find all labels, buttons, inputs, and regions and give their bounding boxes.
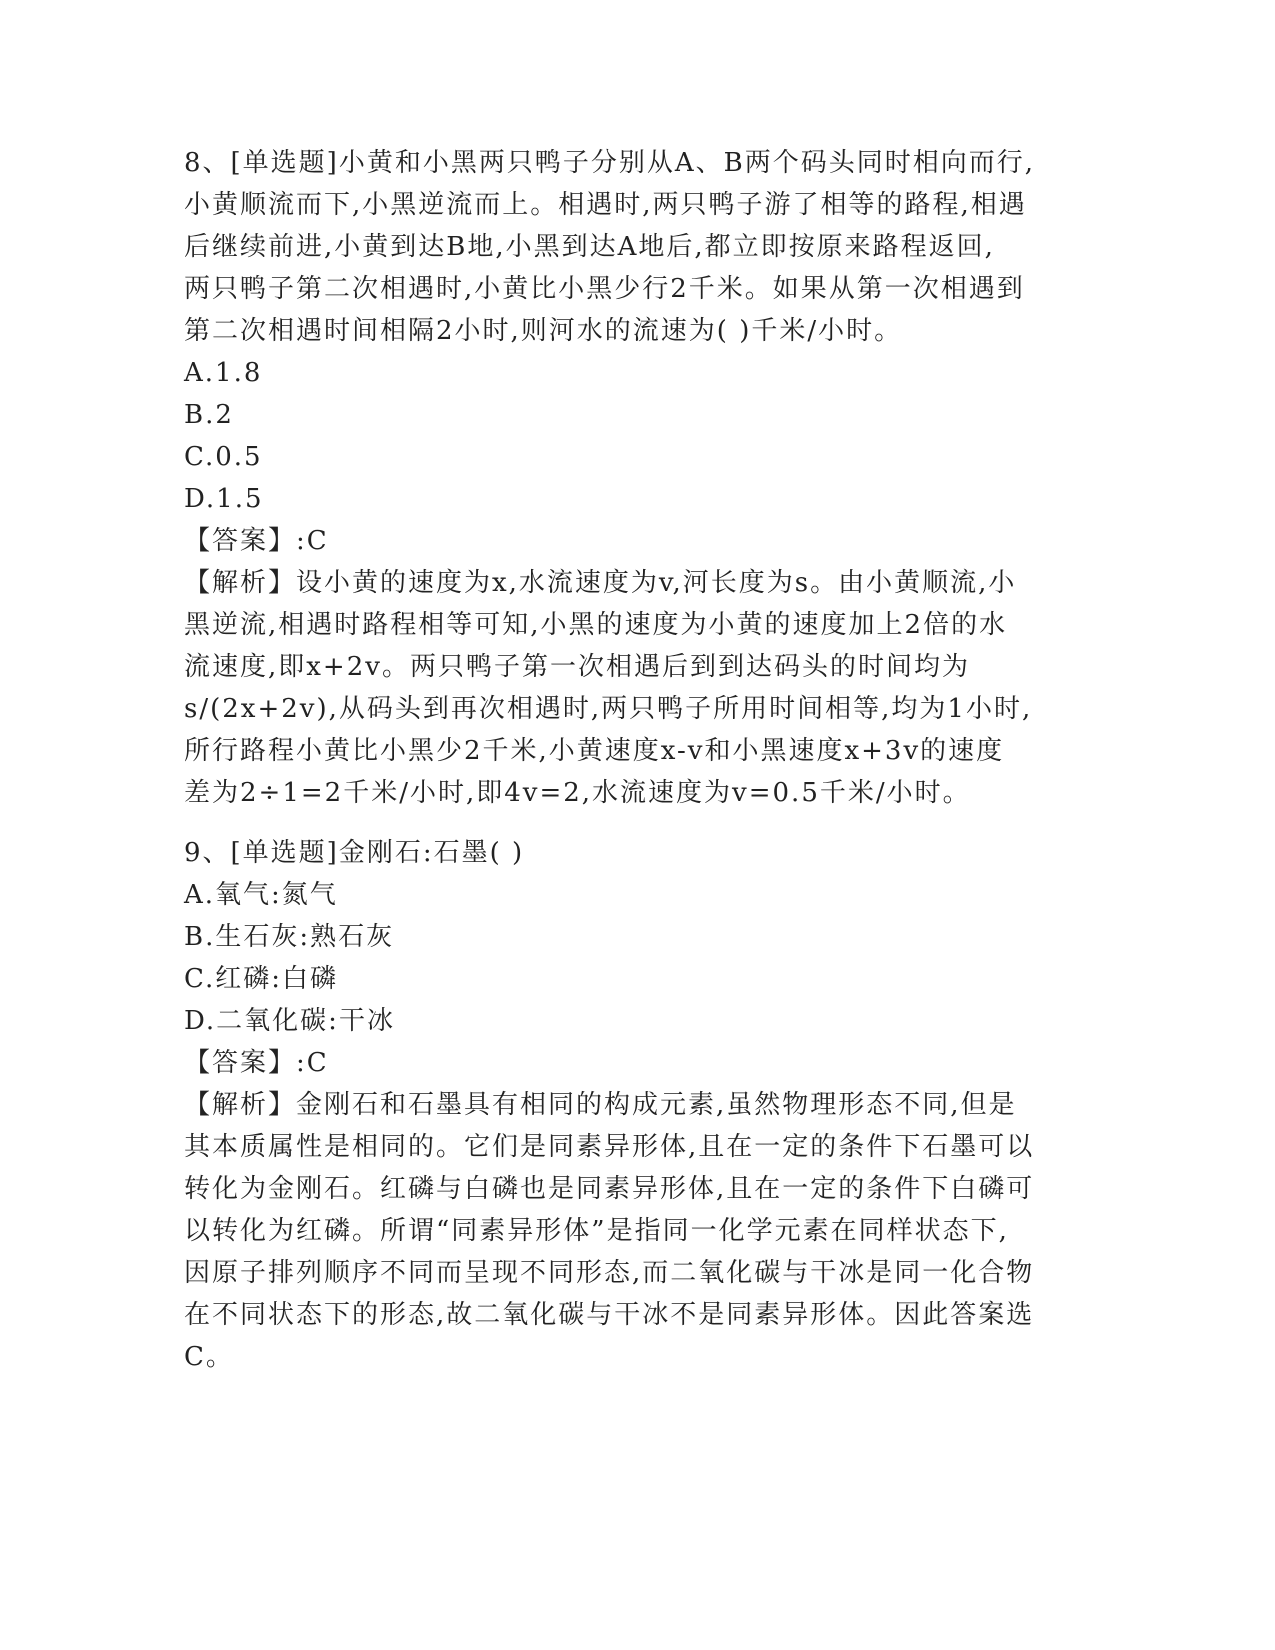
- question-8-stem-line-5: 第二次相遇时间相隔2小时,则河水的流速为( )千米/小时。: [184, 316, 903, 346]
- question-9-analysis-line-2: 其本质属性是相同的。它们是同素异形体,且在一定的条件下石墨可以: [184, 1132, 1035, 1162]
- question-9-analysis-line-7: C。: [184, 1342, 234, 1372]
- question-8-stem-line-3: 后继续前进,小黄到达B地,小黑到达A地后,都立即按原来路程返回,: [184, 232, 995, 262]
- question-8-stem-line-2: 小黄顺流而下,小黑逆流而上。相遇时,两只鸭子游了相等的路程,相遇: [184, 190, 1027, 220]
- question-8-analysis-line-2: 黑逆流,相遇时路程相等可知,小黑的速度为小黄的速度加上2倍的水: [184, 610, 1008, 640]
- question-9-analysis-line-5: 因原子排列顺序不同而呈现不同形态,而二氧化碳与干冰是同一化合物: [184, 1258, 1035, 1288]
- question-9-analysis-line-1: 【解析】金刚石和石墨具有相同的构成元素,虽然物理形态不同,但是: [184, 1090, 1017, 1120]
- question-8-analysis-line-5: 所行路程小黄比小黑少2千米,小黄速度x-v和小黑速度x+3v的速度: [184, 736, 1005, 766]
- question-8-option-b: B.2: [184, 400, 234, 430]
- question-8-answer: 【答案】:C: [184, 526, 329, 556]
- question-8-analysis-line-3: 流速度,即x+2v。两只鸭子第一次相遇后到到达码头的时间均为: [184, 652, 970, 682]
- question-9-option-a: A.氧气:氮气: [184, 880, 338, 910]
- question-9-stem-line-1: 9、[单选题]金刚石:石墨( ): [184, 838, 525, 868]
- question-8-option-c: C.0.5: [184, 442, 263, 472]
- question-9-analysis-line-4: 以转化为红磷。所谓“同素异形体”是指同一化学元素在同样状态下,: [184, 1216, 1009, 1246]
- question-9-answer: 【答案】:C: [184, 1048, 329, 1078]
- question-8-analysis-line-1: 【解析】设小黄的速度为x,水流速度为v,河长度为s。由小黄顺流,小: [184, 568, 1017, 598]
- question-8-option-d: D.1.5: [184, 484, 264, 514]
- question-9-analysis-line-3: 转化为金刚石。红磷与白磷也是同素异形体,且在一定的条件下白磷可: [184, 1174, 1035, 1204]
- question-9-option-b: B.生石灰:熟石灰: [184, 922, 395, 952]
- question-8-stem-line-1: 8、[单选题]小黄和小黑两只鸭子分别从A、B两个码头同时相向而行,: [184, 148, 1035, 178]
- document-content: [184, 142, 1064, 1378]
- question-8: [184, 142, 1064, 814]
- question-8-analysis-line-6: 差为2÷1=2千米/小时,即4v=2,水流速度为v=0.5千米/小时。: [184, 778, 971, 808]
- question-9: [184, 832, 1064, 1378]
- question-8-stem-line-4: 两只鸭子第二次相遇时,小黄比小黑少行2千米。如果从第一次相遇到: [184, 274, 1025, 304]
- question-separator: [184, 814, 1064, 832]
- question-9-option-c: C.红磷:白磷: [184, 964, 338, 994]
- question-9-analysis-line-6: 在不同状态下的形态,故二氧化碳与干冰不是同素异形体。因此答案选: [184, 1300, 1035, 1330]
- question-8-analysis-line-4: s/(2x+2v),从码头到再次相遇时,两只鸭子所用时间相等,均为1小时,: [184, 694, 1033, 724]
- question-8-option-a: A.1.8: [184, 358, 263, 388]
- question-9-option-d: D.二氧化碳:干冰: [184, 1006, 395, 1036]
